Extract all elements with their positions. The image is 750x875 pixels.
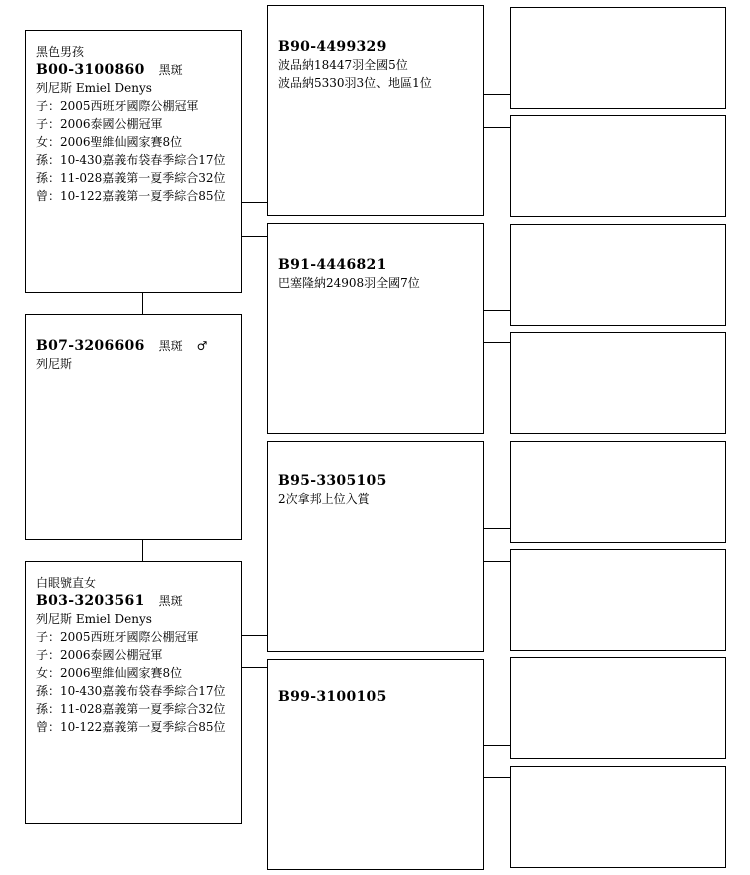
connector-dam-to-grandsire <box>241 635 268 636</box>
connector-sire-to-granddam <box>241 236 268 237</box>
dam-dam-ring: B99-3100105 <box>278 689 387 705</box>
sire-dam-card <box>267 223 484 434</box>
sire-line-4: 女：2006聖維仙國家賽8位 <box>36 135 183 149</box>
dam-line-4: 女：2006聖維仙國家賽8位 <box>36 666 183 680</box>
dam-line-3: 子：2006泰國公棚冠軍 <box>36 648 163 662</box>
sire-line-2: 子：2005西班牙國際公棚冠軍 <box>36 99 199 113</box>
connector-sire-to-grandsire <box>241 202 268 203</box>
gen3-card-7 <box>510 657 726 759</box>
sire-line-6: 孫：11-028嘉義第一夏季綜合32位 <box>36 171 226 185</box>
sire-sire-line-2: 波品納5330羽3位、地區1位 <box>278 76 432 90</box>
dam-line-1: 列尼斯 Emiel Denys <box>36 612 152 626</box>
sire-card <box>25 30 242 293</box>
dam-ring <box>36 592 237 610</box>
dam-ring-number: B03-3203561 <box>36 593 145 609</box>
connector-gen3-6 <box>483 561 511 562</box>
sire-ring-number: B00-3100860 <box>36 62 145 78</box>
sire-ring <box>36 61 237 79</box>
connector-gen3-4 <box>483 342 511 343</box>
sire-sire-card <box>267 5 484 216</box>
gen3-card-1 <box>510 7 726 109</box>
gen3-card-2 <box>510 115 726 217</box>
connector-gen3-5 <box>483 528 511 529</box>
gen3-card-3 <box>510 224 726 326</box>
subject-color: 黑斑 <box>158 339 183 353</box>
gen3-card-8 <box>510 766 726 868</box>
dam-color: 黑斑 <box>158 594 183 608</box>
dam-sire-line-1: 2次拿邦上位入賞 <box>278 492 370 506</box>
subject-card <box>25 314 242 540</box>
connector-sire-subject <box>142 292 143 315</box>
sire-line-5: 孫：10-430嘉義布袋春季綜合17位 <box>36 153 226 167</box>
connector-gen3-8 <box>483 777 511 778</box>
connector-subject-dam <box>142 539 143 562</box>
gen3-card-4 <box>510 332 726 434</box>
dam-line-6: 孫：11-028嘉義第一夏季綜合32位 <box>36 702 226 716</box>
sire-color: 黑斑 <box>158 63 183 77</box>
sire-line-1: 列尼斯 Emiel Denys <box>36 81 152 95</box>
dam-card <box>25 561 242 824</box>
connector-gen3-1 <box>483 94 511 95</box>
dam-dam-card <box>267 659 484 870</box>
sire-line-7: 曾：10-122嘉義第一夏季綜合85位 <box>36 189 226 203</box>
subject-line-1: 列尼斯 <box>36 357 73 371</box>
dam-sire-card <box>267 441 484 652</box>
sire-sire-ring: B90-4499329 <box>278 39 387 55</box>
sire-sire-line-1: 波品納18447羽全國5位 <box>278 58 408 72</box>
dam-name: 白眼號直女 <box>36 576 97 590</box>
sire-dam-line-1: 巴塞隆納24908羽全國7位 <box>278 276 420 290</box>
gen3-card-6 <box>510 549 726 651</box>
dam-line-2: 子：2005西班牙國際公棚冠軍 <box>36 630 199 644</box>
connector-gen3-2 <box>483 127 511 128</box>
subject-ring <box>36 337 237 355</box>
dam-line-5: 孫：10-430嘉義布袋春季綜合17位 <box>36 684 226 698</box>
connector-gen3-7 <box>483 745 511 746</box>
dam-line-7: 曾：10-122嘉義第一夏季綜合85位 <box>36 720 226 734</box>
sire-line-3: 子：2006泰國公棚冠軍 <box>36 117 163 131</box>
dam-sire-ring: B95-3305105 <box>278 473 387 489</box>
connector-gen3-3 <box>483 310 511 311</box>
sire-dam-ring: B91-4446821 <box>278 257 387 273</box>
subject-ring-number: B07-3206606 <box>36 338 145 354</box>
connector-dam-to-granddam <box>241 667 268 668</box>
male-symbol-icon: ♂ <box>196 339 208 353</box>
gen3-card-5 <box>510 441 726 543</box>
sire-name: 黑色男孩 <box>36 45 85 59</box>
